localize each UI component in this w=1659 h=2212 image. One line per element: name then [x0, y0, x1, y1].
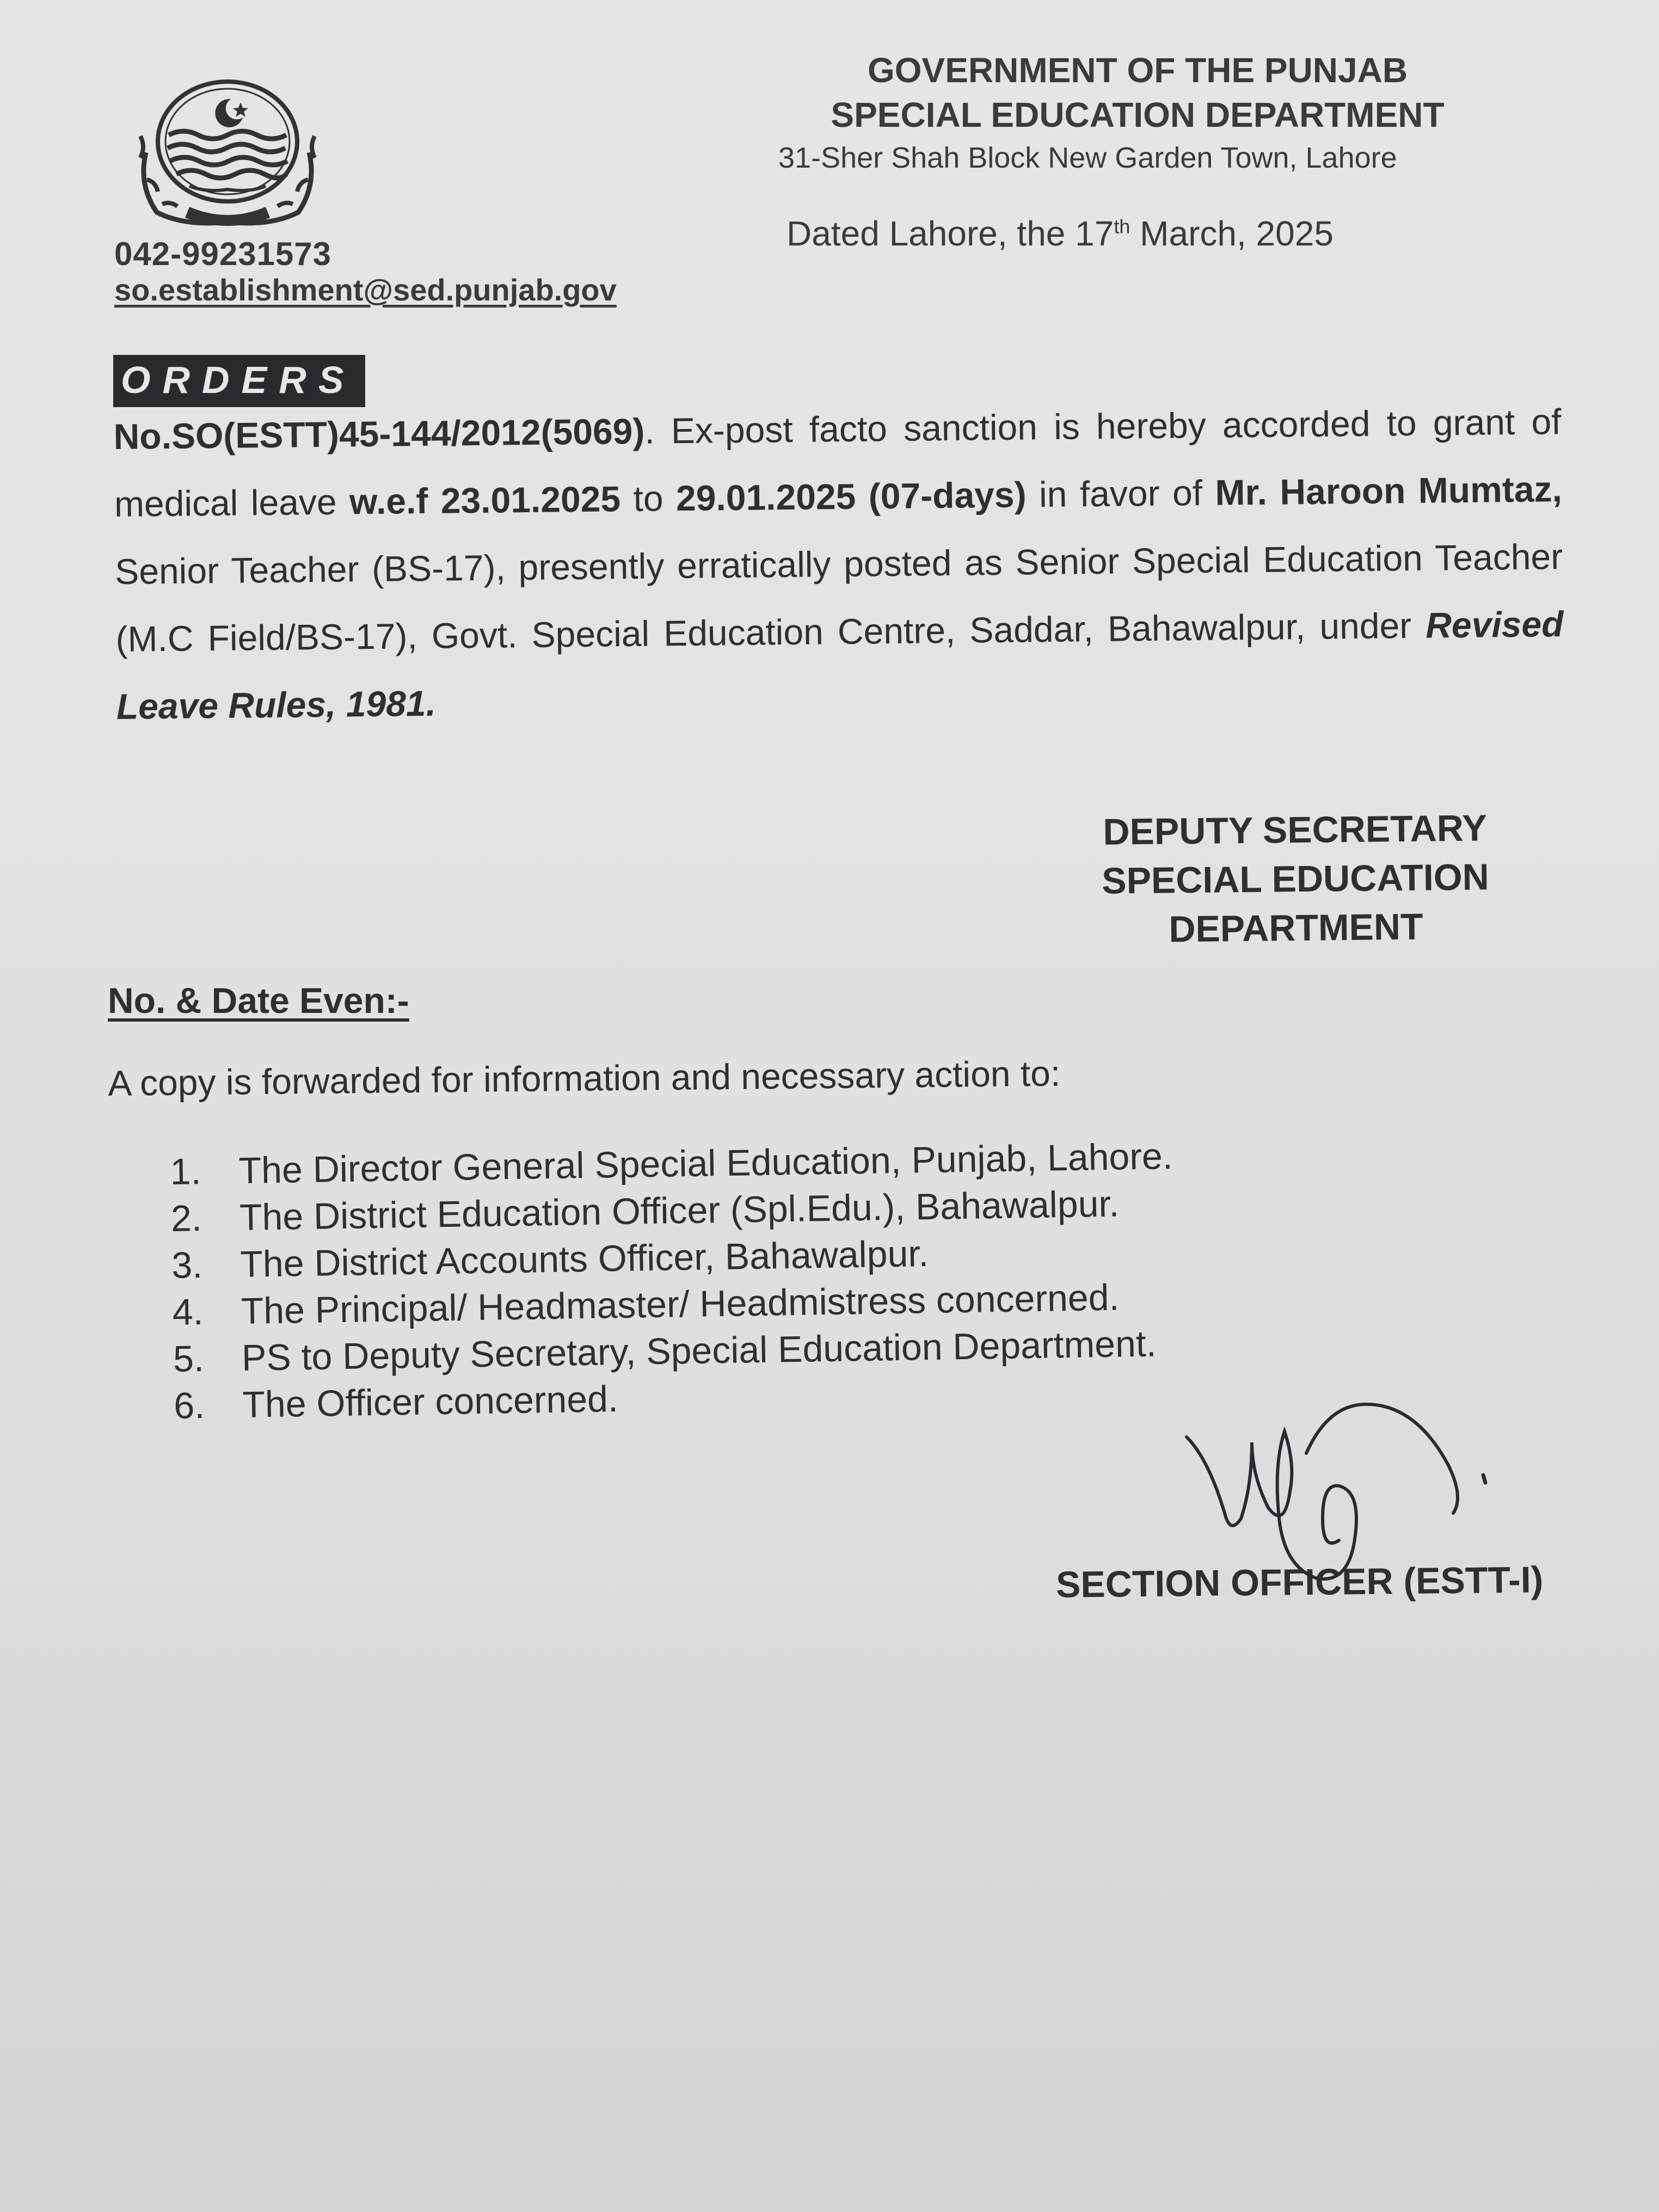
- deputy-secretary-line-3: DEPARTMENT: [1168, 906, 1423, 950]
- list-item-text: The Director General Special Education, Punjab, Lahore.: [238, 1135, 1173, 1192]
- letterhead: [773, 48, 1502, 179]
- distribution-list: [170, 1129, 1372, 1429]
- punjab-emblem-icon: [124, 71, 342, 234]
- endorsement-intro: A copy is forwarded for information and necessary action to:: [108, 1053, 1061, 1103]
- list-item-number: 4.: [172, 1291, 204, 1333]
- leave-start: w.e.f 23.01.2025: [349, 478, 621, 522]
- list-item-number: 1.: [170, 1151, 201, 1193]
- list-item-number: 3.: [171, 1244, 203, 1286]
- contact-phone: 042-99231573: [114, 236, 332, 272]
- order-text-2: to: [620, 478, 677, 519]
- list-item-number: 6.: [173, 1385, 205, 1427]
- order-date-suffix-sup: th: [1114, 215, 1130, 238]
- deputy-secretary-block: [1034, 803, 1558, 955]
- order-body: [113, 388, 1564, 740]
- list-item-text: PS to Deputy Secretary, Special Education Department.: [241, 1323, 1157, 1379]
- list-item-number: 2.: [170, 1197, 202, 1239]
- order-text-4: Senior Teacher (BS-17), presently erratically posted as Senior Special Education Teacher (M.C Field/BS-17), Govt. Special Education Centre, Saddar, Bahawalpur, under: [114, 536, 1563, 659]
- list-item-text: The Principal/ Headmaster/ Headmistress concerned.: [241, 1276, 1120, 1332]
- order-text-3: in favor of: [1026, 472, 1215, 515]
- employee-name: Mr. Haroon Mumtaz,: [1215, 469, 1563, 513]
- orders-label: ORDERS: [113, 355, 365, 407]
- handwritten-signature: [1170, 1393, 1519, 1655]
- government-title: GOVERNMENT OF THE PUNJAB: [867, 51, 1408, 90]
- order-date-prefix: Dated Lahore, the 17: [787, 214, 1114, 253]
- department-address: 31-Sher Shah Block New Garden Town, Lahore: [778, 142, 1397, 174]
- order-date: [787, 213, 1334, 254]
- leave-rules: Revised Leave Rules, 1981.: [116, 604, 1564, 727]
- order-date-suffix: March, 2025: [1130, 214, 1334, 253]
- order-ref-no: No.SO(ESTT)45-144/2012(5069): [113, 410, 645, 457]
- contact-email: so.establishment@sed.punjab.gov: [114, 273, 617, 307]
- deputy-secretary-line-1: DEPUTY SECRETARY: [1103, 807, 1488, 853]
- section-officer-title: SECTION OFFICER (ESTT-I): [1055, 1559, 1544, 1606]
- list-item-text: The District Education Officer (Spl.Edu.), Bahawalpur.: [239, 1183, 1120, 1239]
- deputy-secretary-line-2: SPECIAL EDUCATION: [1101, 856, 1490, 902]
- endorsement-heading: No. & Date Even:-: [108, 980, 409, 1021]
- department-title: SPECIAL EDUCATION DEPARTMENT: [831, 95, 1445, 134]
- leave-end: 29.01.2025 (07-days): [675, 474, 1027, 519]
- list-item-number: 5.: [173, 1338, 205, 1380]
- list-item-text: The District Accounts Officer, Bahawalpur.: [239, 1233, 929, 1285]
- list-item-text: The Officer concerned.: [242, 1378, 619, 1425]
- order-text-1: . Ex-post facto sanction is hereby accorded to grant of medical leave: [114, 401, 1562, 524]
